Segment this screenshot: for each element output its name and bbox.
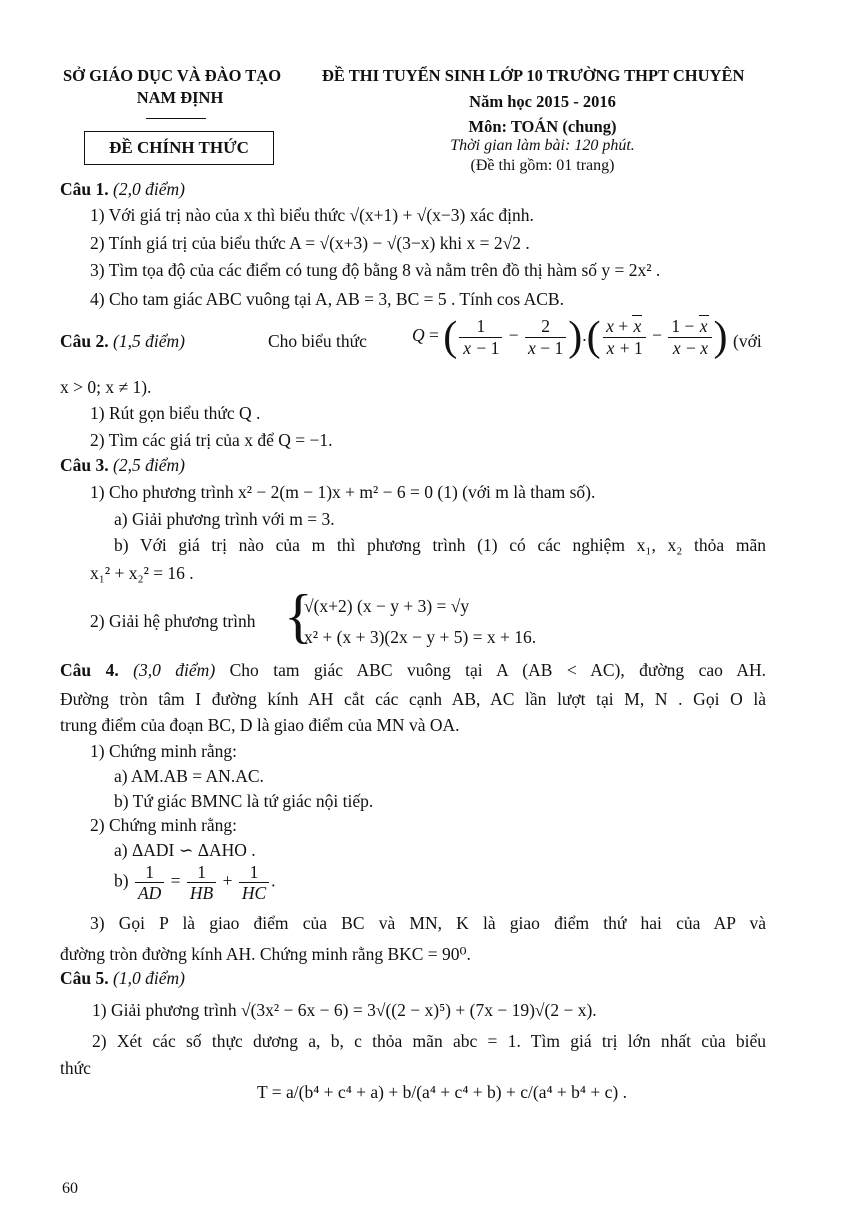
q4-part1: 1) Chứng minh rằng: <box>90 741 238 761</box>
pages-note: (Đề thi gồm: 01 trang) <box>470 157 615 174</box>
q3-part2: 2) Giải hệ phương trình <box>90 611 256 631</box>
q3-part1b-cond: x₁² + x₂² = 16 . <box>90 563 194 583</box>
q4-part1b: b) Tứ giác BMNC là tứ giác nội tiếp. <box>114 791 374 811</box>
system-eq1: √(x+2) (x − y + 3) = √y <box>304 596 470 616</box>
q4-part2b: b) $\frac{1}{AD}$ = $\frac{1}{HB}$ + $\frac{1}{HC}$ . <box>114 862 276 904</box>
q5-T-expression: T = a/(b⁴ + c⁴ + a) + b/(a⁴ + c⁴ + b) + c/(a⁴ + b⁴ + c) . <box>257 1082 627 1102</box>
q4-part3-line1: 3) Gọi P là giao điểm của BC và MN, K là giao điểm thứ hai của AP và <box>90 913 766 933</box>
question-1-heading: Câu 1. (2,0 điểm) <box>60 179 185 199</box>
q3-part1: 1) Cho phương trình x² − 2(m − 1)x + m² − 6 = 0 (1) (với m là tham số). <box>90 482 596 502</box>
q2-part2: 2) Tìm các giá trị của x để Q = −1. <box>90 430 333 450</box>
q5-part1: 1) Giải phương trình √(3x² − 6x − 6) = 3√((2 − x)⁵) + (7x − 19)√(2 − x). <box>92 1000 597 1020</box>
q4-part1a: a) AM.AB = AN.AC. <box>114 766 264 786</box>
page-number: 60 <box>62 1180 78 1197</box>
dept-name-line1: SỞ GIÁO DỤC VÀ ĐÀO TẠO <box>63 66 282 85</box>
exam-title: ĐỀ THI TUYỂN SINH LỚP 10 TRƯỜNG THPT CHUYÊN <box>322 66 745 85</box>
q1-part3: 3) Tìm tọa độ của các điểm có tung độ bằng 8 và nằm trên đồ thị hàm số y = 2x² . <box>90 260 661 280</box>
q5-part2-line2: thức <box>60 1058 91 1078</box>
system-eq2: x² + (x + 3)(2x − y + 5) = x + 16. <box>304 627 537 647</box>
q3-part1b: b) Với giá trị nào của m thì phương trình (1) có các nghiệm x₁, x₂ thỏa mãn <box>114 535 766 555</box>
q1-part1: 1) Với giá trị nào của x thì biểu thức √(x+1) + √(x−3) xác định. <box>90 205 534 225</box>
q4-part3-line2: đường tròn đường kính AH. Chứng minh rằng BKC = 90⁰. <box>60 944 471 964</box>
question-5-heading: Câu 5. (1,0 điểm) <box>60 968 185 988</box>
header-underline <box>146 118 206 119</box>
q5-part2-line1: 2) Xét các số thực dương a, b, c thỏa mãn abc = 1. Tìm giá trị lớn nhất của biểu <box>92 1031 766 1051</box>
q4-part2: 2) Chứng minh rằng: <box>90 815 238 835</box>
q4-intro-line3: trung điểm của đoạn BC, D là giao điểm của MN và OA. <box>60 715 460 735</box>
duration: Thời gian làm bài: 120 phút. <box>450 137 635 154</box>
question-4-line1: Câu 4. (3,0 điểm) Cho tam giác ABC vuông tại A (AB < AC), đường cao AH. <box>60 660 767 680</box>
q2-expression: Q = ( $\frac{1}{x - 1}$ − $\frac{2}{x - 1}$ ).( $\frac{x + x}{x + 1}$ − $\frac{1 - x}{x - x}$ ) <box>412 314 728 360</box>
question-2-heading: Câu 2. (1,5 điểm) <box>60 331 185 351</box>
q2-tail: (với <box>733 331 762 351</box>
system-brace: { <box>284 583 313 649</box>
dept-name-line2: NAM ĐỊNH <box>136 88 224 107</box>
school-year: Năm học 2015 - 2016 <box>469 92 616 111</box>
q2-part1: 1) Rút gọn biểu thức Q . <box>90 403 261 423</box>
question-3-heading: Câu 3. (2,5 điểm) <box>60 455 185 475</box>
q3-part1a: a) Giải phương trình với m = 3. <box>114 509 335 529</box>
q2-condition: x > 0; x ≠ 1). <box>60 377 152 397</box>
q4-part2a: a) ΔADI ∽ ΔAHO . <box>114 840 256 860</box>
q1-part4: 4) Cho tam giác ABC vuông tại A, AB = 3, BC = 5 . Tính cos ACB. <box>90 289 564 309</box>
official-exam-box: ĐỀ CHÍNH THỨC <box>84 131 274 165</box>
subject: Môn: TOÁN (chung) <box>468 117 617 136</box>
q1-part2: 2) Tính giá trị của biểu thức A = √(x+3) − √(3−x) khi x = 2√2 . <box>90 233 530 253</box>
q4-intro-line2: Đường tròn tâm I đường kính AH cắt các cạnh AB, AC lần lượt tại M, N . Gọi O là <box>60 689 766 709</box>
q2-intro: Cho biểu thức <box>268 331 367 351</box>
